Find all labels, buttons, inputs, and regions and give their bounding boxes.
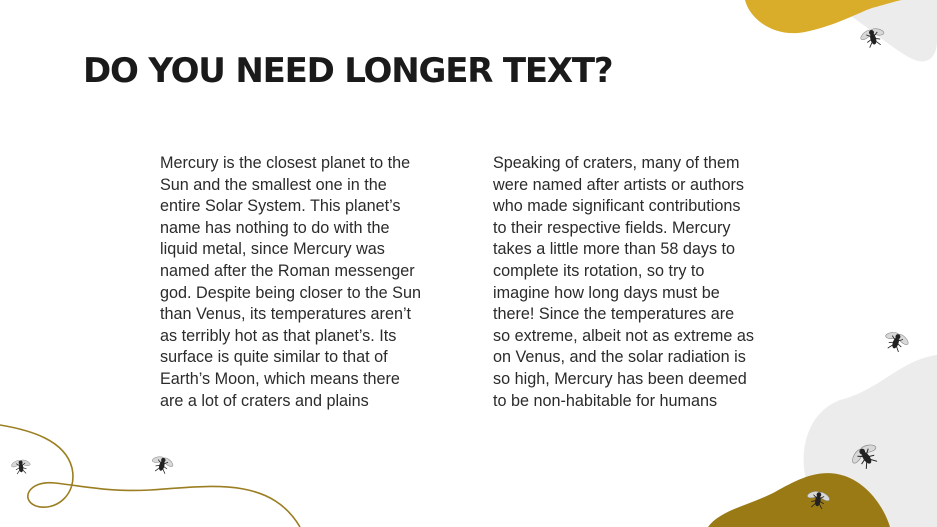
fly-icon bbox=[881, 328, 912, 355]
text-line: imagine how long days must be bbox=[493, 283, 720, 302]
text-line: to be non-habitable for humans bbox=[493, 391, 718, 410]
text-line: Sun and the smallest one in the bbox=[160, 175, 387, 194]
text-line: to their respective fields. Mercury bbox=[493, 218, 731, 237]
text-line: takes a little more than 58 days to bbox=[493, 240, 736, 259]
text-line: entire Solar System. This planet’s bbox=[160, 197, 401, 216]
text-line: so high, Mercury has been deemed bbox=[493, 369, 747, 388]
text-line: name has nothing to do with the bbox=[160, 218, 390, 237]
text-line: complete its rotation, so try to bbox=[493, 261, 705, 280]
text-line: than Venus, its temperatures aren’t bbox=[160, 305, 412, 324]
text-line: so extreme, albeit not as extreme as bbox=[493, 326, 754, 345]
text-line: are a lot of craters and plains bbox=[160, 391, 369, 410]
text-line: there! Since the temperatures are bbox=[493, 305, 735, 324]
text-line: Earth’s Moon, which means there bbox=[160, 369, 400, 388]
fly-icon bbox=[10, 458, 32, 475]
fly-icon bbox=[149, 453, 176, 475]
text-line: who made significant contributions bbox=[493, 197, 741, 216]
text-line: Speaking of craters, many of them bbox=[493, 154, 740, 172]
text-line: as terribly hot as that planet’s. Its bbox=[160, 326, 397, 345]
text-line: surface is quite similar to that of bbox=[160, 348, 388, 367]
right-text-column bbox=[493, 153, 785, 412]
text-line: Mercury is the closest planet to the bbox=[160, 154, 411, 172]
decorative-wavy-line bbox=[0, 425, 300, 527]
text-line: named after the Roman messenger bbox=[160, 261, 415, 280]
text-line: god. Despite being closer to the Sun bbox=[160, 283, 421, 302]
text-line: were named after artists or authors bbox=[493, 175, 745, 194]
slide-title: DO YOU NEED LONGER TEXT? bbox=[83, 51, 613, 91]
left-text-column bbox=[160, 153, 452, 412]
text-line: liquid metal, since Mercury was bbox=[160, 240, 385, 259]
text-line: on Venus, and the solar radiation is bbox=[493, 348, 746, 367]
